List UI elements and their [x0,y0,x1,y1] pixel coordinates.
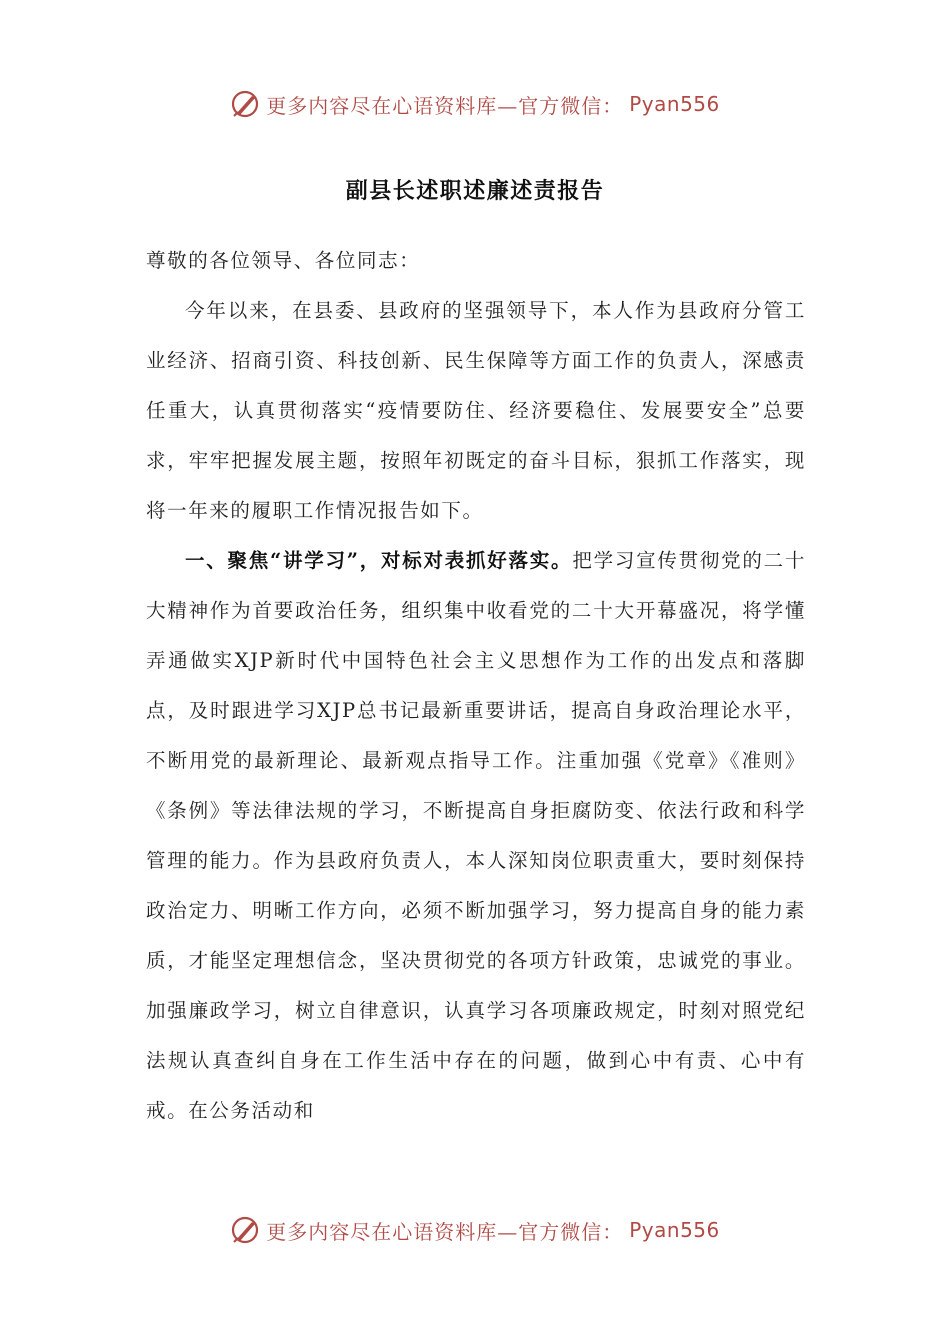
document-body [146,236,806,1136]
section-1-paragraph [146,536,806,1136]
watermark-footer [0,1210,950,1250]
watermark-wechat-id: Pyan556 [629,1218,720,1242]
watermark-text: 更多内容尽在心语资料库—官方微信： [266,93,624,118]
salutation: 尊敬的各位领导、各位同志： [146,249,421,272]
quill-logo-icon [230,89,260,119]
watermark-wechat-id: Pyan556 [629,92,720,116]
watermark-header [0,84,950,124]
quill-logo-icon [230,1215,260,1245]
document-title: 副县长述职述廉述责报告 [345,178,605,204]
section-1-body: 把学习宣传贯彻党的二十大精神作为首要政治任务，组织集中收看党的二十大开幕盛况，将学懂弄通做实XJP新时代中国特色社会主义思想作为工作的出发点和落脚点，及时跟进学习XJP总书记最新重要讲话，提高自身政治理论水平，不断用党的最新理论、最新观点指导工作。注重加强《党章》《准则》《条例》等法律法规的学习，不断提高自身拒腐防变、依法行政和科学管理的能力。作为县政府负责人，本人深知岗位职责重大，要时刻保持政治定力、明晰工作方向，必须不断加强学习，努力提高自身的能力素质，才能坚定理想信念，坚决贯彻党的各项方针政策，忠诚党的事业。加强廉政学习，树立自律意识，认真学习各项廉政规定，时刻对照党纪法规认真查纠自身在工作生活中存在的问题，做到心中有责、心中有戒。在公务活动和 [146,549,806,1122]
section-1-heading: 一、聚焦“讲学习”，对标对表抓好落实。 [185,549,573,572]
watermark-text: 更多内容尽在心语资料库—官方微信： [266,1219,624,1244]
intro-paragraph: 今年以来，在县委、县政府的坚强领导下，本人作为县政府分管工业经济、招商引资、科技创新、民生保障等方面工作的负责人，深感责任重大，认真贯彻落实“疫情要防住、经济要稳住、发展要安全”总要求，牢牢把握发展主题，按照年初既定的奋斗目标，狠抓工作落实，现将一年来的履职工作情况报告如下。 [146,299,806,522]
